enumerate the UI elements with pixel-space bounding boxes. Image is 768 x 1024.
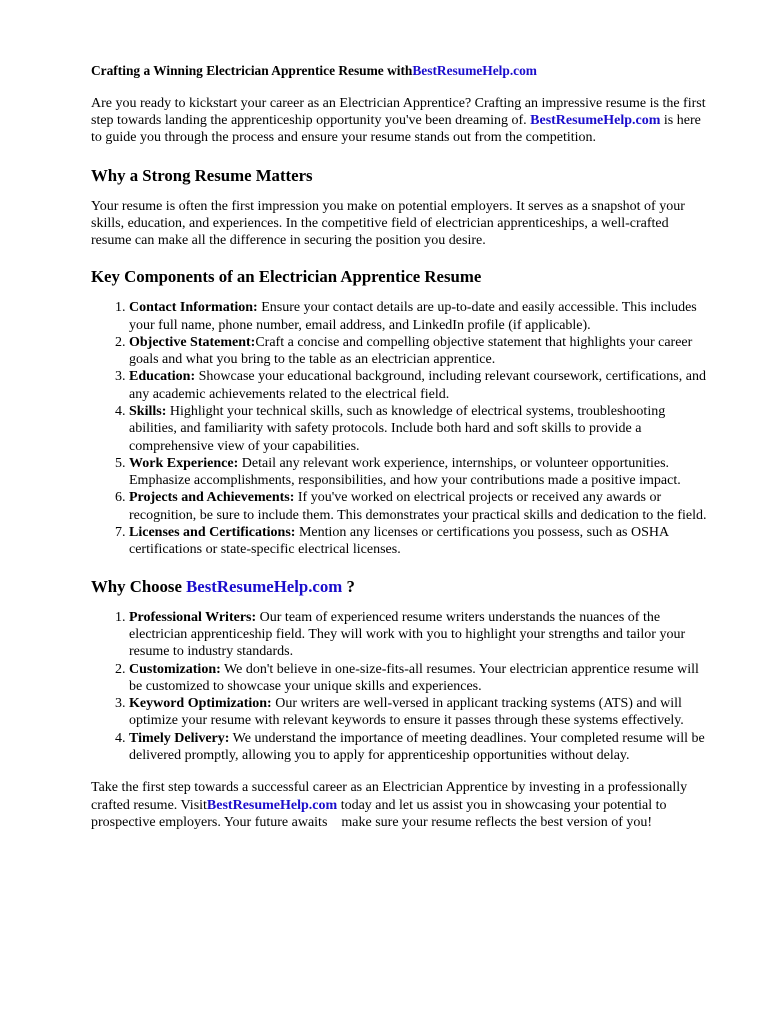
list-item (129, 403, 708, 455)
section-heading-key-components: Key Components of an Electrician Apprentice Resume (91, 267, 482, 287)
intro-text-after: is here to guide you through the process and ensure your resume stands out from the competition. (91, 113, 701, 146)
section-heading-why-strong-resume: Why a Strong Resume Matters (91, 165, 313, 185)
why-choose-suffix: ? (342, 576, 355, 596)
list-item (129, 609, 708, 661)
list-item-term: Projects and Achievements: (129, 490, 295, 506)
intro-paragraph (91, 95, 708, 147)
list-item (129, 368, 708, 403)
document-title-text: Crafting a Winning Electrician Apprentice Resume with (91, 63, 413, 78)
list-item (129, 695, 708, 730)
intro-link[interactable]: BestResumeHelp.com (530, 113, 661, 129)
section-heading-why-choose (91, 577, 708, 597)
why-choose-link[interactable]: BestResumeHelp.com (186, 576, 343, 596)
list-item-text: Our writers are well-versed in applicant tracking systems (ATS) and will optimize your resume with relevant keywords to ensure it passes through these systems effectively. (129, 696, 684, 729)
intro-text: Are you ready to kickstart your career as an Electrician Apprentice? Crafting an impressive resume is the first step towards landing the apprenticeship opportunity you've been dreaming of. (91, 96, 706, 129)
list-item-term: Skills: (129, 404, 167, 419)
closing-text: Take the first step towards a successful career as an Electrician Apprentice by investing in a professionally crafted resume. Visit (91, 780, 688, 813)
list-item-text: Ensure your contact details are up-to-date and easily accessible. This includes your full name, phone number, email address, and LinkedIn profile (if applicable). (129, 300, 697, 333)
list-item-term: Objective Statement: (129, 334, 256, 350)
list-item-text: We understand the importance of meeting deadlines. Your completed resume will be delivered promptly, allowing you to apply for apprenticeship opportunities without delay. (129, 730, 705, 764)
why-choose-prefix: Why Choose (91, 576, 187, 596)
list-item (129, 299, 708, 334)
list-item (129, 489, 708, 524)
list-item-text: We don't believe in one-size-fits-all resumes. Your electrician apprentice resume will be customized to showcase your unique skills and experiences. (129, 661, 699, 694)
list-item-term: Licenses and Certifications: (129, 525, 296, 541)
list-item (129, 730, 708, 765)
list-item-text: Showcase your educational background, including relevant coursework, certifications, and any academic achievements related to the electrical field. (129, 369, 706, 402)
key-components-list (91, 299, 708, 558)
list-item-text: Highlight your technical skills, such as knowledge of electrical systems, troubleshooting abilities, and familiarity with safety protocols. Include both hard and soft skills to provide a comprehensive view of your capabilities. (129, 404, 666, 454)
list-item-text: Mention any licenses or certifications you possess, such as OSHA certifications or state-specific electrical licenses. (129, 525, 669, 558)
closing-paragraph (91, 779, 708, 831)
title-link[interactable]: BestResumeHelp.com (412, 63, 537, 78)
list-item (129, 524, 708, 559)
list-item-text: Our team of experienced resume writers understands the nuances of the electrician apprenticeship field. They will work with you to highlight your strengths and tailor your resume to industry standards. (129, 609, 686, 660)
list-item (129, 334, 708, 369)
list-item (129, 661, 708, 696)
list-item-text: Craft a concise and compelling objective statement that highlights your career goals and what you bring to the table as an electrician apprentice. (129, 334, 693, 368)
list-item (129, 455, 708, 490)
list-item-term: Keyword Optimization: (129, 696, 272, 712)
list-item-term: Professional Writers: (129, 609, 257, 625)
closing-link[interactable]: BestResumeHelp.com (206, 797, 338, 813)
list-item-text: Detail any relevant work experience, internships, or volunteer opportunities. Emphasize accomplishments, responsibilities, and how your contributions made a positive impact. (129, 455, 681, 489)
list-item-term: Work Experience: (129, 455, 239, 471)
document-title (91, 62, 708, 79)
list-item-term: Contact Information: (129, 300, 258, 316)
why-choose-list (91, 609, 708, 765)
list-item-term: Education: (129, 369, 196, 385)
list-item-term: Customization: (129, 661, 221, 677)
list-item-term: Timely Delivery: (129, 730, 230, 746)
closing-text-after: today and let us assist you in showcasing your potential to prospective employers. Your future awaits make sure your resume reflects the best version of you! (91, 797, 667, 830)
section1-paragraph: Your resume is often the first impression you make on potential employers. It serves as a snapshot of your skills, education, and experiences. In the competitive field of electrician apprenticeships, a well-crafted resume can make all the difference in securing the position you desire. (91, 198, 685, 249)
list-item-text: If you've worked on electrical projects or received any awards or recognition, be sure to include them. This demonstrates your practical skills and dedication to the field. (129, 490, 707, 523)
